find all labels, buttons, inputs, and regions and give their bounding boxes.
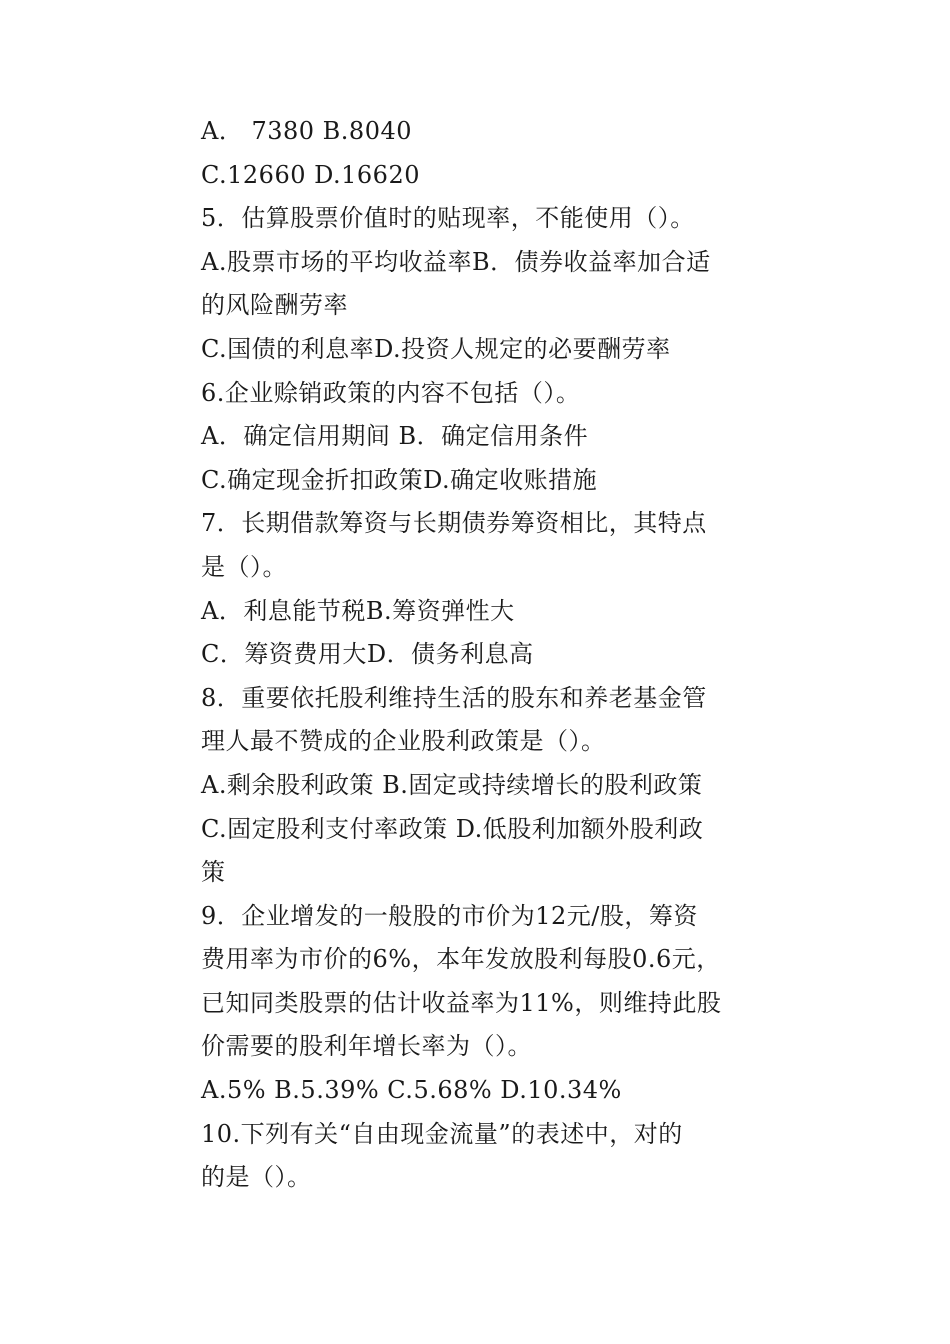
- text-line-q10-stem: 10.下列有关“自由现金流量”的表述中，对的: [201, 1119, 683, 1148]
- text-line-q9-stem-4: 价需要的股利年增长率为（）。: [201, 1032, 532, 1061]
- text-line-q5-options-ab: A.股票市场的平均收益率B．债券收益率加合适: [201, 247, 711, 276]
- text-line-q9-stem: 9．企业增发的一般股的市价为12元/股，筹资: [201, 901, 698, 930]
- text-line-q8-options-cd-cont: 策: [201, 858, 226, 887]
- document-body: [201, 110, 761, 1200]
- text-line-q10-stem-cont: 的是（）。: [201, 1163, 312, 1192]
- text-line-q5-stem: 5．估算股票价值时的贴现率，不能使用（）。: [201, 204, 695, 233]
- text-line-q6-options-cd: C.确定现金折扣政策D.确定收账措施: [201, 465, 598, 494]
- text-line-q4-options-cd: C.12660 D.16620: [201, 160, 420, 189]
- text-line-q8-stem: 8．重要依托股利维持生活的股东和养老基金管: [201, 683, 707, 712]
- text-line-q4-options-ab: A． 7380 B.8040: [201, 117, 413, 145]
- text-line-q9-options: A.5% B.5.39% C.5.68% D.10.34%: [201, 1076, 622, 1105]
- text-line-q6-stem: 6.企业赊销政策的内容不包括（）。: [201, 378, 581, 407]
- text-line-q6-options-ab: A．确定信用期间 B．确定信用条件: [201, 422, 589, 451]
- text-line-q7-options-ab: A．利息能节税B.筹资弹性大: [201, 596, 515, 625]
- text-line-q5-options-cd: C.国债的利息率D.投资人规定的必要酬劳率: [201, 334, 671, 363]
- text-line-q8-stem-cont: 理人最不赞成的企业股利政策是（）。: [201, 727, 606, 756]
- text-line-q9-stem-2: 费用率为市价的6%，本年发放股利每股0.6元，: [201, 945, 721, 974]
- text-line-q7-options-cd: C．筹资费用大D．债务利息高: [201, 640, 534, 669]
- text-line-q8-options-ab: A.剩余股利政策 B.固定或持续增长的股利政策: [201, 770, 703, 799]
- text-line-q5-options-ab-cont: 的风险酬劳率: [201, 291, 348, 320]
- text-line-q9-stem-3: 已知同类股票的估计收益率为11%，则维持此股: [201, 988, 722, 1017]
- text-line-q8-options-cd: C.固定股利支付率政策 D.低股利加额外股利政: [201, 814, 704, 843]
- text-line-q7-stem: 7．长期借款筹资与长期债券筹资相比，其特点: [201, 509, 707, 538]
- text-line-q7-stem-cont: 是（）。: [201, 552, 287, 581]
